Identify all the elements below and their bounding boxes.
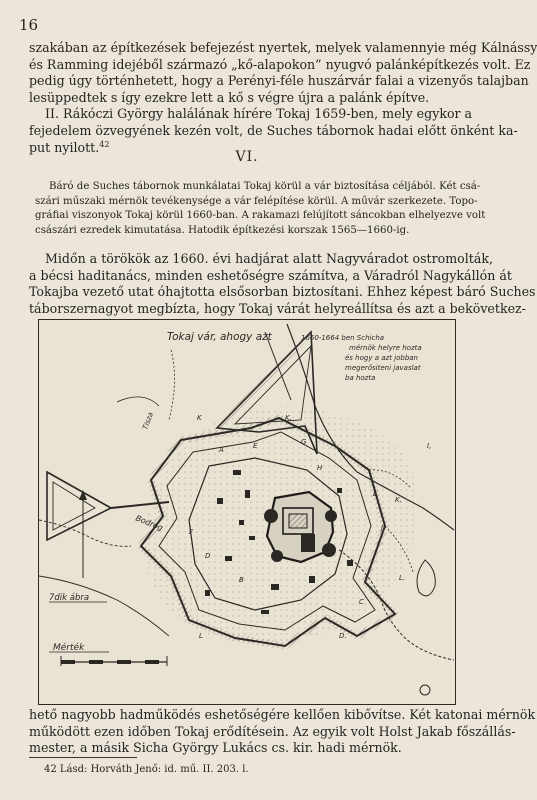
footnote-reference: 42 (99, 139, 110, 149)
scale-label: Mérték (53, 643, 85, 653)
text-line: táborszernagyot megbízta, hogy Tokaj várát helyreállítsa és azt a bekövetkez- (29, 300, 526, 316)
middle-text-block (29, 251, 536, 317)
figure-label: 7dik ábra (49, 593, 90, 603)
svg-text:I,: I, (427, 442, 432, 450)
fortress-map-figure (38, 319, 456, 705)
text-line: a bécsi haditanács, minden eshetőségre számítva, a Váradról Nagykállón át (29, 267, 512, 283)
summary-line: Báró de Suches tábornok munkálatai Tokaj körül a vár biztosítása céljából. Két csá- (49, 181, 481, 192)
svg-text:E: E (253, 442, 258, 450)
side-label: Bodrog (134, 513, 165, 533)
chapter-heading: VI. (235, 149, 259, 165)
svg-text:K: K (197, 414, 202, 422)
river-label: Tisza (141, 411, 155, 431)
text-line: fejedelem özvegyének kezén volt, de Suches tábornok hadai előtt önként ka- (29, 122, 518, 138)
text-line: II. Rákóczi György halálának hírére Tokaj 1659-ben, mely egykor a (45, 106, 473, 122)
svg-text:A: A (219, 446, 224, 454)
western-ravelin-inner (53, 482, 95, 530)
river-bank-line (117, 397, 159, 406)
svg-text:H: H (317, 464, 323, 472)
text-line: szakában az építkezések befejezést nyertek, melyek valamennyie még Kálnássy (29, 40, 537, 55)
svg-text:C: C (359, 598, 364, 606)
text-line: hető nagyobb hadműködés eshetőségére kellően kibővítse. Két katonai mérnök (29, 707, 536, 722)
text-line: mester, a másik Sicha György Lukács cs. kir. hadi mérnök. (29, 740, 402, 756)
text-line: Tokajba vezető utat óhajtotta elsősorban biztosítani. Ehhez képest báró Suches (29, 284, 536, 300)
text-line: működött ezen időben Tokaj erődítésein. Az egyik volt Holst Jakab főszállás- (29, 723, 516, 739)
map-annotation-line: 1660-1664 ben Schicha (301, 334, 385, 342)
svg-text:L: L (373, 490, 377, 498)
svg-text:D: D (205, 552, 211, 560)
summary-line: császári ezredek kimutatása. Hatodik építkezési korszak 1565—1660-ig. (35, 225, 410, 237)
svg-text:K.: K. (285, 414, 292, 422)
bottom-text-block (29, 707, 536, 757)
svg-text:D.: D. (339, 632, 347, 640)
text-line: pedig úgy történhetett, hogy a Perényi-féle huszárvár falai a vizenyős talajban (29, 73, 529, 89)
engraver-mark-icon (420, 685, 430, 695)
text-line: és Ramming idejéből származó „kő-alapokon” nyugvó palánképítkezés volt. Ez (29, 56, 531, 72)
map-annotation-line: mérnök helyre hozta (349, 344, 422, 352)
map-annotation-line: megerősiteni javaslat (345, 364, 421, 372)
paragraph-end: put nyilott. (29, 139, 100, 155)
svg-text:G: G (301, 438, 307, 446)
top-text-block (29, 40, 537, 156)
text-line: Midőn a törökök az 1660. évi hadjárat alatt Nagyváradot ostromolták, (45, 251, 493, 266)
svg-text:K.: K. (395, 496, 402, 504)
scale-bar (61, 656, 167, 666)
map-annotation-line: és hogy a azt jobban (345, 354, 418, 362)
western-ravelin (47, 472, 111, 540)
river-bank-line (39, 576, 169, 636)
island-outline (417, 560, 435, 596)
map-title: Tokaj vár, ahogy azt (167, 331, 272, 343)
chapter-summary (35, 180, 486, 239)
dashed-path (169, 350, 175, 420)
svg-text:L.: L. (399, 574, 406, 582)
footnote-divider (29, 757, 137, 758)
svg-text:B: B (239, 576, 244, 584)
footnote: 42 Lásd: Horváth Jenő: id. mű. II. 203. l. (44, 764, 249, 775)
svg-text:J: J (381, 524, 384, 532)
page-number: 16 (19, 16, 39, 34)
fortress-map-drawing (39, 320, 454, 703)
svg-text:F: F (189, 528, 194, 536)
summary-line: szári műszaki mérnök tevékenysége a vár felépítése körül. A művár szerkezete. Topo- (35, 195, 478, 207)
map-annotation-line: ba hozta (345, 374, 376, 382)
text-line: lesüppedtek s így ezekre lett a kő s végre újra a palánk építve. (29, 89, 430, 105)
summary-line: gráfiai viszonyok Tokaj körül 1660-ban. A rakamazi felújított sáncokban elhelyezve volt (35, 210, 486, 222)
svg-text:L: L (199, 632, 203, 640)
